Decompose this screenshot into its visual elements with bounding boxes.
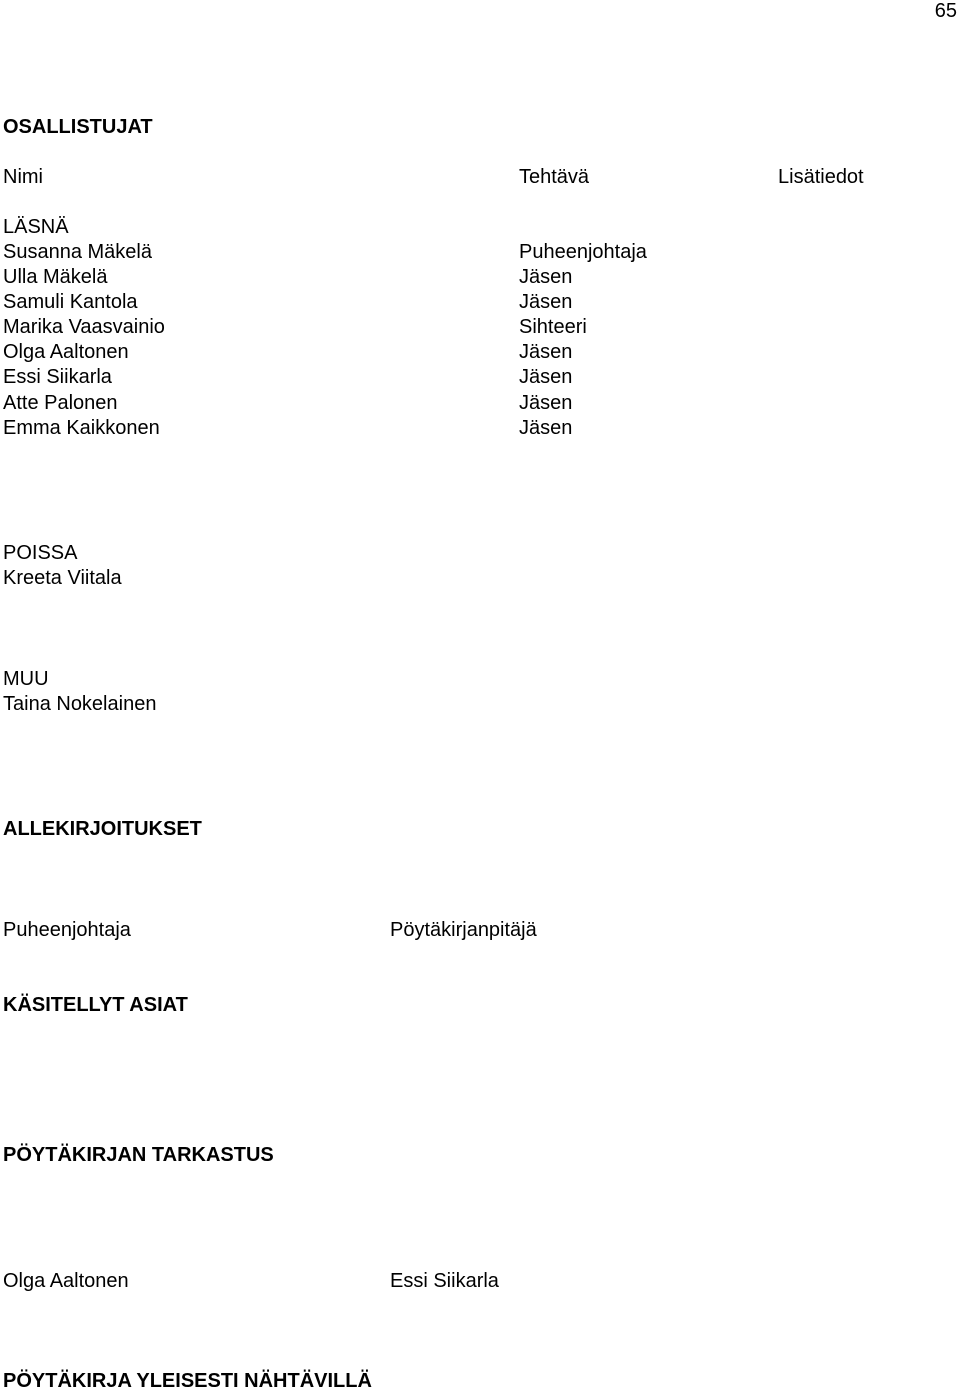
member-name: Susanna Mäkelä <box>3 241 152 263</box>
member-role: Jäsen <box>519 266 573 289</box>
signature-chair-label: Puheenjohtaja <box>3 919 131 941</box>
member-name: Olga Aaltonen <box>3 341 129 364</box>
other-member-name: Taina Nokelainen <box>3 693 157 715</box>
signatures-heading: ALLEKIRJOITUKSET <box>3 818 202 840</box>
column-header-role: Tehtävä <box>519 166 590 188</box>
signature-secretary-label: Pöytäkirjanpitäjä <box>390 919 537 941</box>
public-notice-heading: PÖYTÄKIRJA YLEISESTI NÄHTÄVILLÄ <box>3 1370 372 1392</box>
member-name: Ulla Mäkelä <box>3 266 108 289</box>
member-name: Samuli Kantola <box>3 291 138 314</box>
participants-heading: OSALLISTUJAT <box>3 116 153 138</box>
column-header-name: Nimi <box>3 166 43 188</box>
member-name: Atte Palonen <box>3 391 118 414</box>
member-role: Puheenjohtaja <box>519 241 647 263</box>
member-role: Jäsen <box>519 291 573 314</box>
absent-label: POISSA <box>3 542 78 564</box>
member-name: Essi Siikarla <box>3 366 112 389</box>
member-name: Marika Vaasvainio <box>3 316 165 339</box>
member-role: Jäsen <box>519 366 573 389</box>
absent-member-name: Kreeta Viitala <box>3 567 122 589</box>
member-role: Jäsen <box>519 416 573 439</box>
other-label: MUU <box>3 668 49 690</box>
review-heading: PÖYTÄKIRJAN TARKASTUS <box>3 1144 274 1166</box>
member-name: Emma Kaikkonen <box>3 416 160 439</box>
column-header-info: Lisätiedot <box>778 166 864 188</box>
member-role: Jäsen <box>519 341 573 364</box>
reviewer-right: Essi Siikarla <box>390 1270 499 1292</box>
reviewer-left: Olga Aaltonen <box>3 1270 129 1292</box>
present-roles-list <box>519 240 647 441</box>
page-number: 65 <box>934 0 957 22</box>
member-role: Jäsen <box>519 391 573 414</box>
member-role: Sihteeri <box>519 316 587 339</box>
topics-heading: KÄSITELLYT ASIAT <box>3 994 188 1016</box>
present-label: LÄSNÄ <box>3 216 69 238</box>
present-names-list <box>3 240 165 441</box>
